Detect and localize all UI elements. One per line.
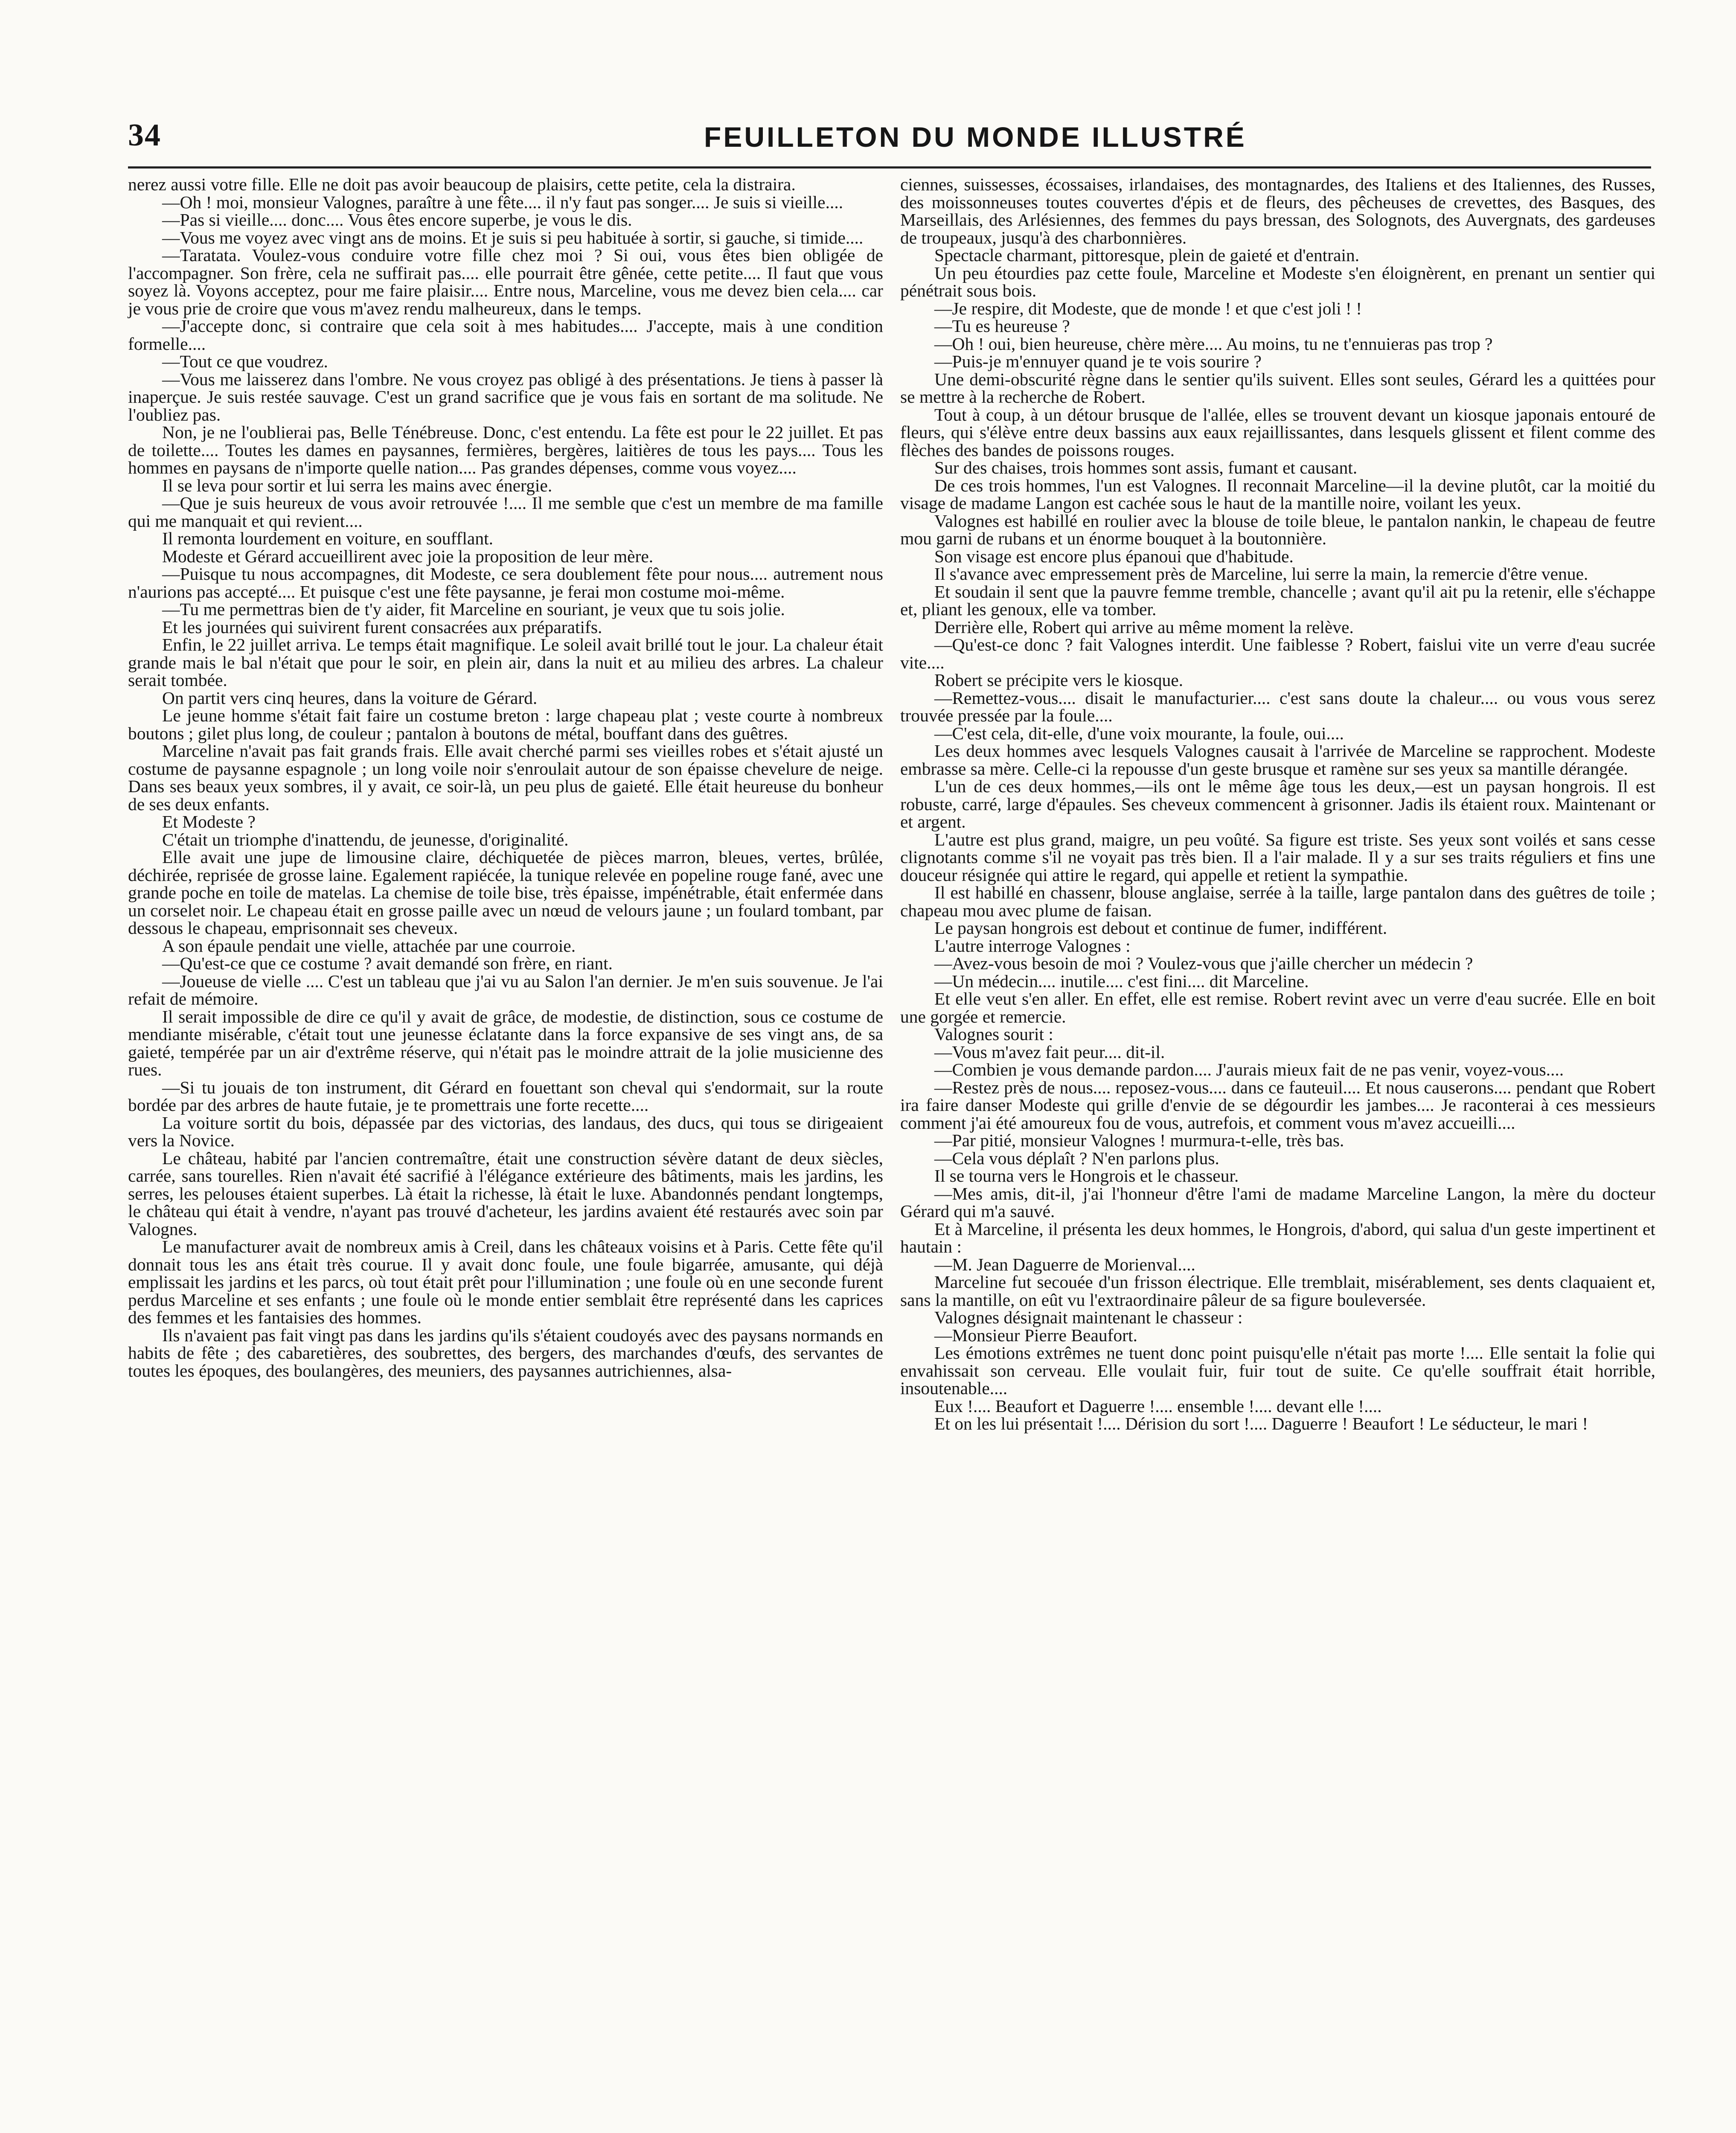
- page-header: [128, 117, 1651, 164]
- paragraph: Il serait impossible de dire ce qu'il y avait de grâce, de modestie, de distinction, sous ce costume de mendiante misérable, c'était tout une jeunesse éclatante dans la force expansive de ses vingt ans, de sa gaieté, tempérée par un air d'extrême réserve, qui n'était pas le moindre attrait de la jolie musicienne des rues.: [128, 1006, 883, 1079]
- paragraph: Et on les lui présentait !.... Dérision du sort !.... Daguerre ! Beaufort ! Le séducteur, le mari !: [934, 1414, 1588, 1433]
- paragraph: —Tu me permettras bien de t'y aider, fit Marceline en souriant, je veux que tu sois jolie.: [162, 599, 785, 619]
- paragraph: Le paysan hongrois est debout et continue de fumer, indifférent.: [934, 918, 1387, 938]
- paragraph: —Monsieur Pierre Beaufort.: [934, 1325, 1137, 1345]
- paragraph: L'autre interroge Valognes :: [934, 936, 1131, 956]
- paragraph: Il se tourna vers le Hongrois et le chasseur.: [934, 1166, 1239, 1186]
- paragraph: Spectacle charmant, pittoresque, plein de gaieté et d'entrain.: [934, 245, 1360, 265]
- paragraph: Sur des chaises, trois hommes sont assis, fumant et causant.: [934, 458, 1358, 477]
- paragraph: Le jeune homme s'était fait faire un costume breton : large chapeau plat ; veste courte à nombreux boutons ; gilet plus long, de couleur ; pantalon à boutons de métal, bouffant dans des guêtres.: [128, 706, 883, 743]
- paragraph: nerez aussi votre fille. Elle ne doit pas avoir beaucoup de plaisirs, cette petite, cela la distraira.: [128, 174, 796, 194]
- paragraph: —Cela vous déplaît ? N'en parlons plus.: [934, 1148, 1219, 1168]
- paragraph: C'était un triomphe d'inattendu, de jeunesse, d'originalité.: [162, 829, 569, 849]
- paragraph: Derrière elle, Robert qui arrive au même moment la relève.: [934, 617, 1354, 637]
- paragraph: Eux !.... Beaufort et Daguerre !.... ensemble !.... devant elle !....: [934, 1396, 1382, 1416]
- paragraph: —Combien je vous demande pardon.... J'aurais mieux fait de ne pas venir, voyez-vous....: [934, 1060, 1564, 1079]
- paragraph: —Je respire, dit Modeste, que de monde ! et que c'est joli ! !: [934, 298, 1362, 318]
- paragraph: —Restez près de nous.... reposez-vous.... dans ce fauteuil.... Et nous causerons.... pendant que Robert ira faire danser Modeste qui grille d'envie de se dégourdir les jambes.... Je raconterai à ces messieurs comment j'ai été amoureux fou de vous, autrefois, et comment vous m'avez accueilli....: [900, 1077, 1655, 1133]
- right-column: [900, 176, 1655, 1433]
- paragraph: —Puisque tu nous accompagnes, dit Modeste, ce sera doublement fête pour nous.... autrement nous n'aurions pas accepté.... Et puisque c'est une fête paysanne, je ferai mon costume moi-même.: [128, 564, 883, 602]
- paragraph: —Qu'est-ce que ce costume ? avait demandé son frère, en riant.: [162, 953, 613, 973]
- paragraph: Et à Marceline, il présenta les deux hommes, le Hongrois, d'abord, qui salua d'un geste impertinent et hautain :: [900, 1219, 1655, 1256]
- paragraph: Les émotions extrêmes ne tuent donc point puisqu'elle n'était pas morte !.... Elle sentait la folie qui envahissait son cerveau. Elle voulait fuir, fuir tout de suite. Ce qu'elle souffrait était horrible, insoutenable....: [900, 1343, 1655, 1398]
- paragraph: Valognes désignait maintenant le chasseur :: [934, 1308, 1243, 1327]
- paragraph: A son épaule pendait une vielle, attachée par une courroie.: [162, 936, 576, 956]
- paragraph: Marceline n'avait pas fait grands frais. Elle avait cherché parmi ses vieilles robes et s'était ajusté un costume de paysanne espagnole ; un long voile noir s'enroulait autour de son épaisse chevelure de neige. Dans ses beaux yeux sombres, il y avait, ce soir-là, un peu plus de gaieté. Elle était heureuse du bonheur de ses deux enfants.: [128, 741, 883, 814]
- paragraph: Le manufacturer avait de nombreux amis à Creil, dans les châteaux voisins et à Paris. Cette fête qu'il donnait tous les ans était très courue. Il y avait donc foule, une foule bigarrée, amusante, qui déjà emplissait les jardins et les parcs, où tout était prêt pour l'illumination ; une foule où en une seconde furent perdus Marceline et ses enfants ; une foule où le monde entier semblait être représenté dans les caprices des femmes et les fantaisies des hommes.: [128, 1237, 883, 1327]
- paragraph: Les deux hommes avec lesquels Valognes causait à l'arrivée de Marceline se rapprochent. Modeste embrasse sa mère. Celle-ci la repousse d'un geste brusque et ramène sur ses yeux sa mantille dérangée.: [900, 741, 1655, 779]
- paragraph: Il se leva pour sortir et lui serra les mains avec énergie.: [162, 475, 552, 495]
- paragraph: Le château, habité par l'ancien contremaître, était une construction sévère datant de deux siècles, carrée, sans tourelles. Rien n'avait été sacrifié à l'élégance extérieure des bâtiments, mais les jardins, les serres, les pelouses étaient superbes. Là était la richesse, là était le luxe. Abandonnés pendant longtemps, le château qui était à vendre, n'ayant pas trouvé d'acheteur, les jardins avaient été restaurés avec soin par Valognes.: [128, 1148, 883, 1239]
- paragraph: Il remonta lourdement en voiture, en soufflant.: [162, 529, 493, 548]
- paragraph: —Vous me laisserez dans l'ombre. Ne vous croyez pas obligé à des présentations. Je tiens à passer là inaperçue. Je suis restée sauvage. C'est un grand sacrifice que je vous fais en sortant de ma solitude. Ne l'oubliez pas.: [128, 369, 883, 424]
- paragraph: L'autre est plus grand, maigre, un peu voûté. Sa figure est triste. Ses yeux sont voilés et sans cesse clignotants comme s'il ne voyait pas très bien. Il a l'air malade. Il y a sur ses traits réguliers et fins une douceur résignée qui attire le regard, qui appelle et retient la sympathie.: [900, 829, 1655, 885]
- paragraph: Et Modeste ?: [162, 812, 256, 831]
- paragraph: —Vous me voyez avec vingt ans de moins. Et je suis si peu habituée à sortir, si gauche, si timide....: [162, 227, 864, 247]
- paragraph: —Joueuse de vielle .... C'est un tableau que j'ai vu au Salon l'an dernier. Je m'en suis souvenue. Je l'ai refait de mémoire.: [128, 971, 883, 1008]
- paragraph: On partit vers cinq heures, dans la voiture de Gérard.: [162, 688, 538, 708]
- paragraph: Et les journées qui suivirent furent consacrées aux préparatifs.: [162, 617, 602, 637]
- paragraph: —Tu es heureuse ?: [934, 316, 1070, 336]
- paragraph: Son visage est encore plus épanoui que d'habitude.: [934, 546, 1294, 566]
- header-rule: [128, 166, 1651, 169]
- paragraph: Tout à coup, à un détour brusque de l'allée, elles se trouvent devant un kiosque japonais entouré de fleurs, qui s'élève entre deux bassins aux eaux rejaillissantes, dans lesquels glissent et filent comme des flèches des bandes de poissons rouges.: [900, 404, 1655, 460]
- left-column: [128, 176, 883, 1380]
- paragraph: —Puis-je m'ennuyer quand je te vois sourire ?: [934, 352, 1262, 371]
- paragraph: Valognes sourit :: [934, 1024, 1053, 1044]
- paragraph: ciennes, suissesses, écossaises, irlandaises, des montagnardes, des Italiens et des Italiennes, des Russes, des moissonneuses toutes couvertes d'épis et de fleurs, des pêcheuses de crevettes, des Basques, des Marseillais, des Arlésiennes, des femmes du pays bressan, des Solognots, des Auvergnats, des gardeuses de troupeaux, jusqu'à des charbonnières.: [900, 174, 1655, 247]
- journal-title: FEUILLETON DU MONDE ILLUSTRÉ: [704, 121, 1247, 153]
- paragraph: De ces trois hommes, l'un est Valognes. Il reconnait Marceline—il la devine plutôt, car la moitié du visage de madame Langon est cachée sous le haut de la mantille noire, voilant les yeux.: [900, 475, 1655, 513]
- paragraph: Enfin, le 22 juillet arriva. Le temps était magnifique. Le soleil avait brillé tout le jour. La chaleur était grande mais le bal n'était que pour le soir, en plein air, dans la nuit et au milieu des arbres. La chaleur serait tombée.: [128, 635, 883, 690]
- paragraph: —Que je suis heureux de vous avoir retrouvée !.... Il me semble que c'est un membre de ma famille qui me manquait et qui revient....: [128, 493, 883, 531]
- paragraph: —Qu'est-ce donc ? fait Valognes interdit. Une faiblesse ? Robert, faislui vite un verre d'eau sucrée vite....: [900, 635, 1655, 672]
- paragraph: Une demi-obscurité règne dans le sentier qu'ils suivent. Elles sont seules, Gérard les a quittées pour se mettre à la recherche de Robert.: [900, 369, 1655, 407]
- paragraph: Un peu étourdies paz cette foule, Marceline et Modeste s'en éloignèrent, en prenant un sentier qui pénétrait sous bois.: [900, 263, 1655, 300]
- paragraph: —Taratata. Voulez-vous conduire votre fille chez moi ? Si oui, vous êtes bien obligée de l'accompagner. Son frère, cela ne suffirait pas.... elle pourrait être gênée, cette petite.... Il faut que vous soyez là. Voyons acceptez, pour me faire plaisir.... Entre nous, Marceline, vous me devez bien cela.... car je vous prie de croire que vous m'avez rendu malheureux, dans le temps.: [128, 245, 883, 318]
- paragraph: Modeste et Gérard accueillirent avec joie la proposition de leur mère.: [162, 546, 654, 566]
- paragraph: —Vous m'avez fait peur.... dit-il.: [934, 1042, 1165, 1062]
- paragraph: L'un de ces deux hommes,—ils ont le même âge tous les deux,—est un paysan hongrois. Il est robuste, carré, large d'épaules. Ses cheveux commencent à grisonner. Jadis ils étaient roux. Maintenant or et argent.: [900, 776, 1655, 831]
- paragraph: —Mes amis, dit-il, j'ai l'honneur d'être l'ami de madame Marceline Langon, la mère du docteur Gérard qui m'a sauvé.: [900, 1183, 1655, 1221]
- paragraph: Valognes est habillé en roulier avec la blouse de toile bleue, le pantalon nankin, le chapeau de feutre mou garni de rubans et un énorme bouquet à la boutonnière.: [900, 511, 1655, 548]
- paragraph: Robert se précipite vers le kiosque.: [934, 670, 1184, 690]
- paragraph: —J'accepte donc, si contraire que cela soit à mes habitudes.... J'accepte, mais à une condition formelle....: [128, 316, 883, 354]
- paragraph: —Par pitié, monsieur Valognes ! murmura-t-elle, très bas.: [934, 1130, 1344, 1150]
- page-number: 34: [128, 118, 161, 153]
- paragraph: —Oh ! oui, bien heureuse, chère mère.... Au moins, tu ne t'ennuieras pas trop ?: [934, 334, 1493, 354]
- paragraph: —Remettez-vous.... disait le manufacturier.... c'est sans doute la chaleur.... ou vous vous serez trouvée pressée par la foule....: [900, 688, 1655, 725]
- paragraph: La voiture sortit du bois, dépassée par des victorias, des landaus, des ducs, qui tous se dirigeaient vers la Novice.: [128, 1113, 883, 1150]
- paragraph: Et elle veut s'en aller. En effet, elle est remise. Robert revint avec un verre d'eau sucrée. Elle en boit une gorgée et remercie.: [900, 989, 1655, 1026]
- paragraph: Il est habillé en chassenr, blouse anglaise, serrée à la taille, large pantalon dans des guêtres de toile ; chapeau mou avec plume de faisan.: [900, 883, 1655, 920]
- paragraph: —Tout ce que voudrez.: [162, 352, 328, 371]
- paragraph: —Si tu jouais de ton instrument, dit Gérard en fouettant son cheval qui s'endormait, sur la route bordée par des arbres de haute futaie, je te promettrais une forte recette....: [128, 1077, 883, 1115]
- paragraph: Et soudain il sent que la pauvre femme tremble, chancelle ; avant qu'il ait pu la retenir, elle s'échappe et, pliant les genoux, elle va tomber.: [900, 581, 1655, 619]
- paragraph: —Pas si vieille.... donc.... Vous êtes encore superbe, je vous le dis.: [162, 210, 632, 230]
- paragraph: —M. Jean Daguerre de Morienval....: [934, 1254, 1195, 1274]
- paragraph: —Un médecin.... inutile.... c'est fini.... dit Marceline.: [934, 971, 1309, 991]
- paragraph: —Avez-vous besoin de moi ? Voulez-vous que j'aille chercher un médecin ?: [934, 953, 1473, 973]
- paragraph: —Oh ! moi, monsieur Valognes, paraître à une fête.... il n'y faut pas songer.... Je suis si vieille....: [162, 192, 843, 212]
- paragraph: Ils n'avaient pas fait vingt pas dans les jardins qu'ils s'étaient coudoyés avec des paysans normands en habits de fête ; des cabaretières, des soubrettes, des bergers, des marchandes d'œufs, des servantes de toutes les époques, des boulangères, des meuniers, des paysannes autrichiennes, alsa-: [128, 1325, 883, 1380]
- paragraph: Marceline fut secouée d'un frisson électrique. Elle tremblait, misérablement, ses dents claquaient et, sans la mantille, on eût vu l'extraordinaire pâleur de sa figure bouleversée.: [900, 1272, 1655, 1310]
- paragraph: Elle avait une jupe de limousine claire, déchiquetée de pièces marron, bleues, vertes, brûlée, déchirée, reprisée de grosse laine. Egalement rapiécée, la tunique relevée en popeline rouge fané, avec une grande poche en toile de matelas. La chemise de toile bise, très épaisse, impénétrable, était enfermée dans un corselet noir. Le chapeau était en grosse paille avec un nœud de velours jaune ; un foulard tombant, par dessous le chapeau, emprisonnait ses cheveux.: [128, 847, 883, 938]
- paragraph: —C'est cela, dit-elle, d'une voix mourante, la foule, oui....: [934, 723, 1344, 743]
- paragraph: Non, je ne l'oublierai pas, Belle Ténébreuse. Donc, c'est entendu. La fête est pour le 22 juillet. Et pas de toilette.... Toutes les dames en paysannes, fermières, bergères, laitières de tous les pays.... Tous les hommes en paysans de n'importe quelle nation.... Pas grandes dépenses, comme vous voyez....: [128, 422, 883, 477]
- paragraph: Il s'avance avec empressement près de Marceline, lui serre la main, la remercie d'être venue.: [934, 564, 1588, 584]
